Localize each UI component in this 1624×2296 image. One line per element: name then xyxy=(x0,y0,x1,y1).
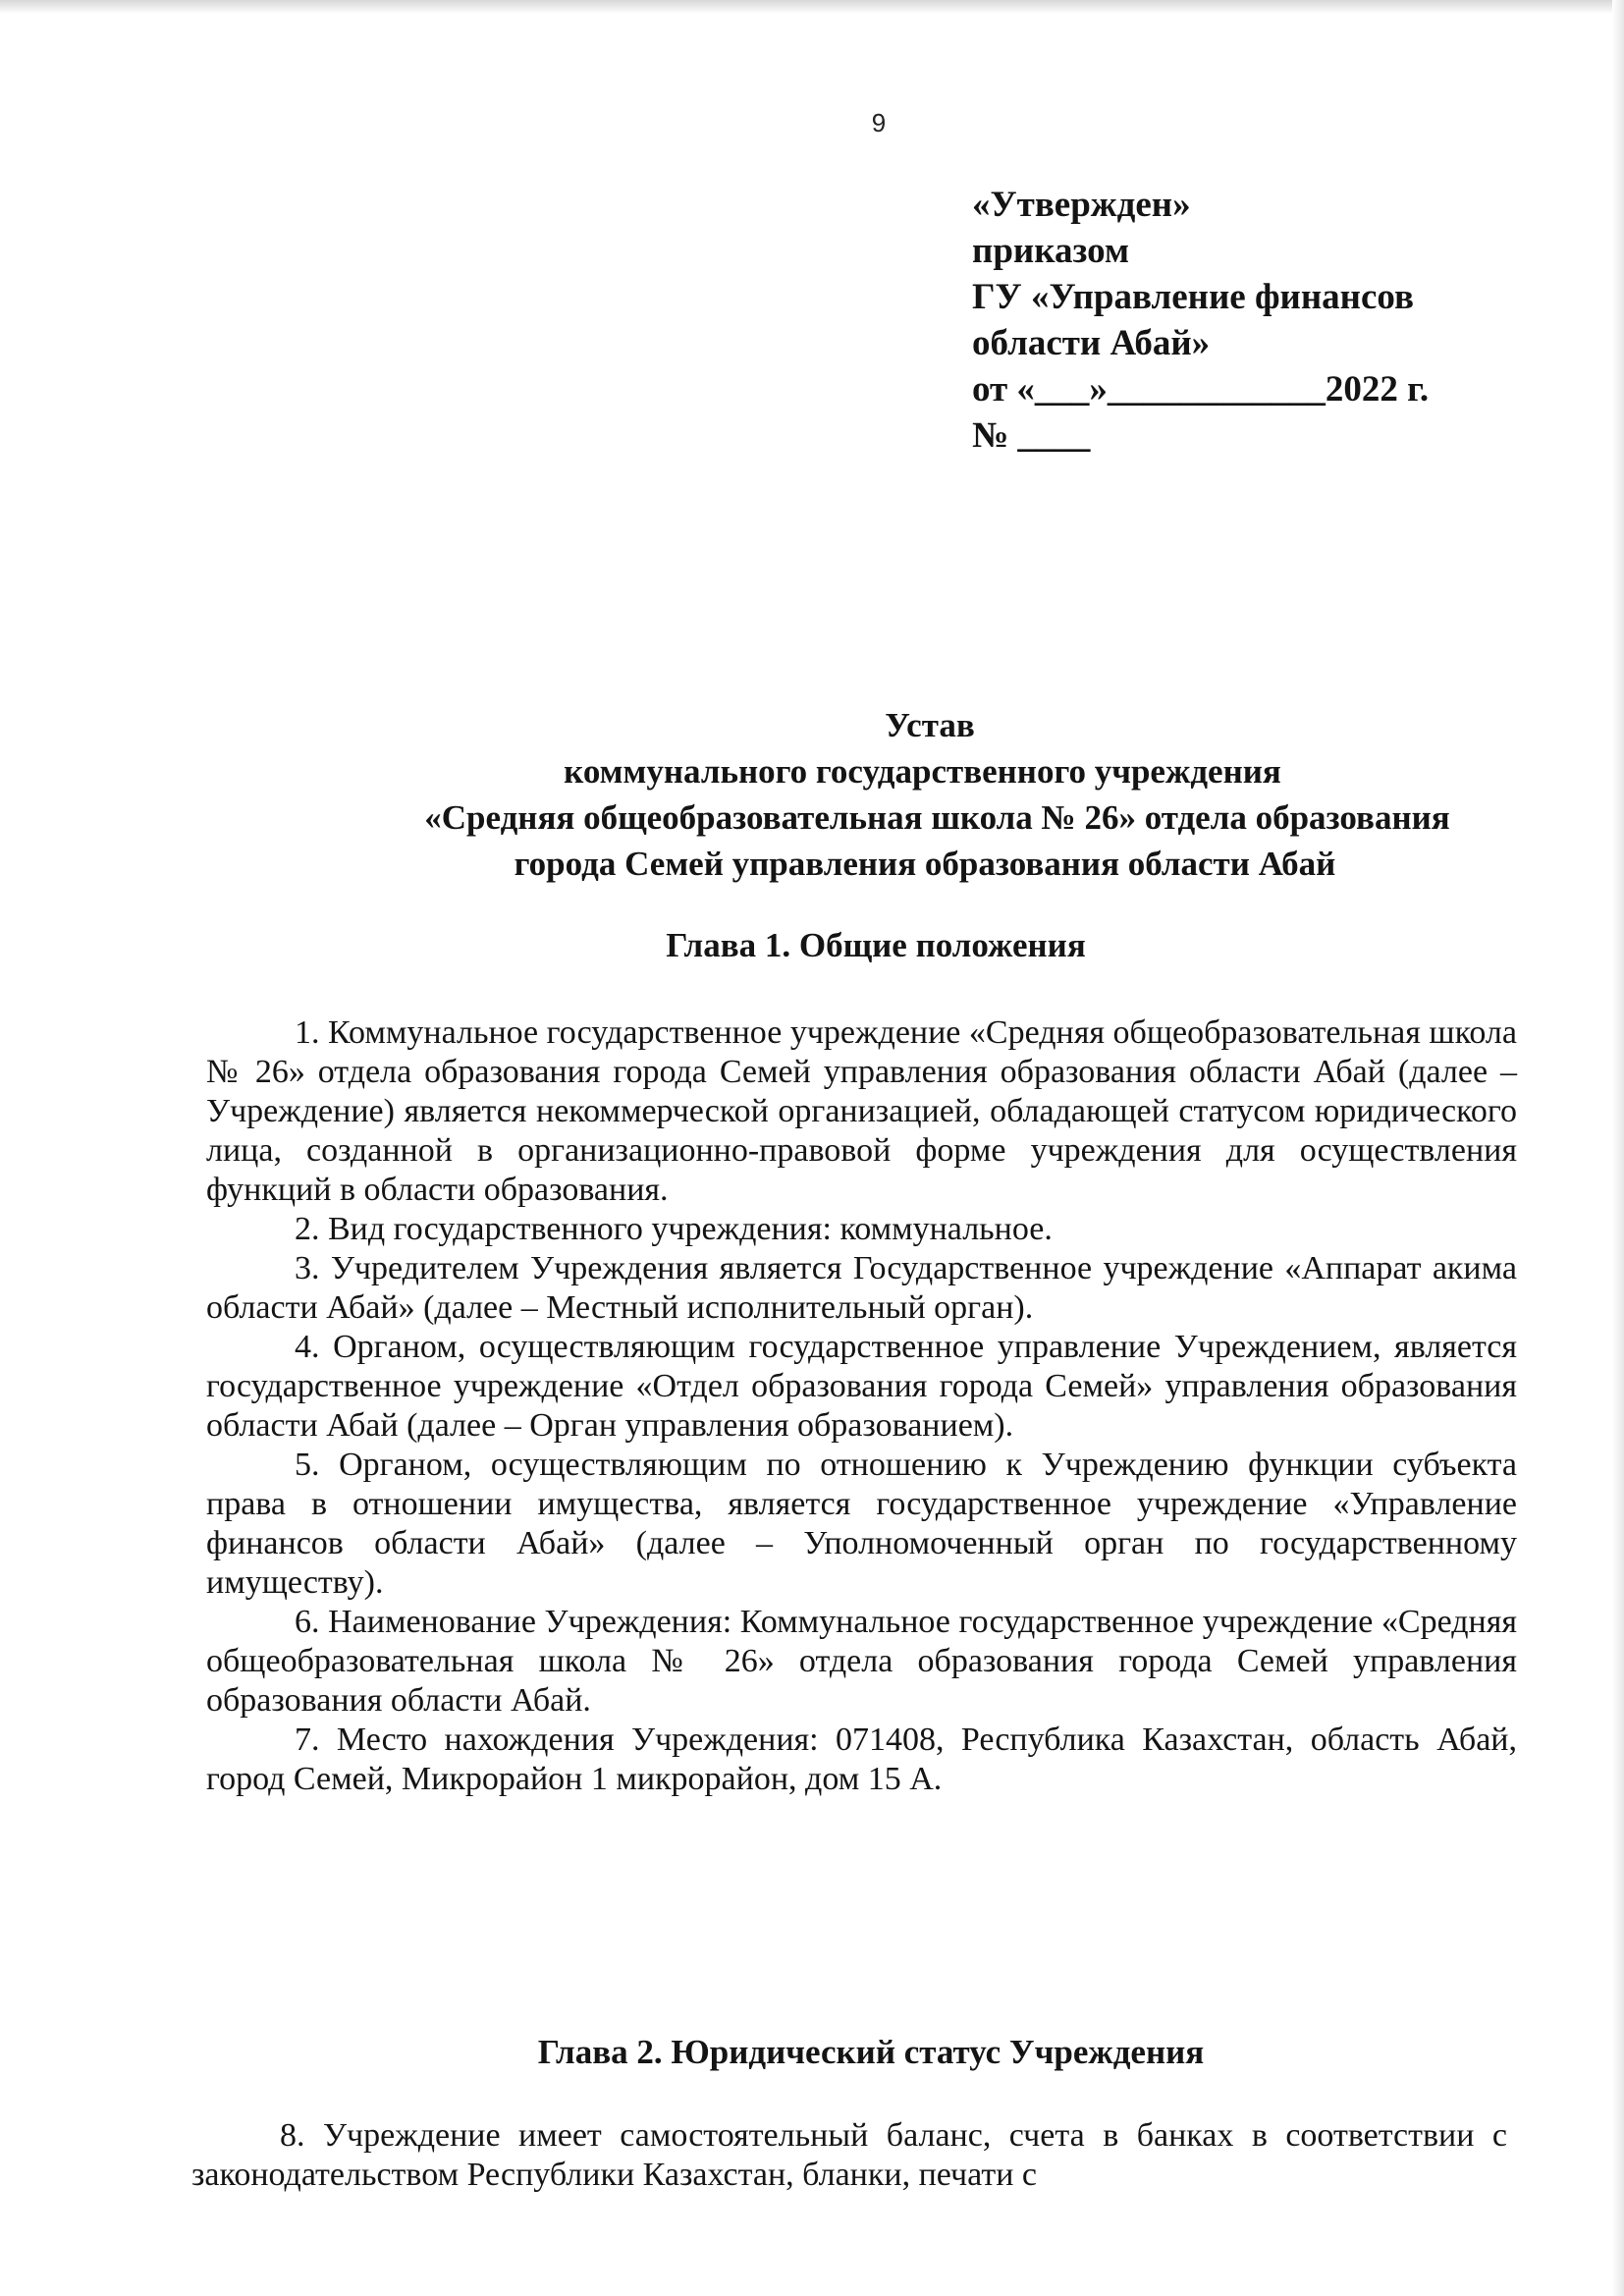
chapter-1-heading: Глава 1. Общие положения xyxy=(666,926,1086,964)
document-title xyxy=(0,702,1624,887)
chapter-1-body xyxy=(206,1013,1517,1799)
title-line: коммунального государственного учреждения xyxy=(564,752,1281,791)
approval-line: приказом xyxy=(972,231,1130,271)
paragraph: 4. Органом, осуществляющим государственное управление Учреждением, является государственное учреждение «Отдел образования города Семей» управления образования области Абай (далее – Орган управления образованием). xyxy=(206,1329,1517,1444)
title-line: Устав xyxy=(885,706,975,744)
approval-block xyxy=(972,182,1429,459)
title-line: города Семей управления образования области Абай xyxy=(514,845,1336,883)
paragraph: 1. Коммунальное государственное учреждение «Средняя общеобразовательная школа № 26» отдела образования города Семей управления образования области Абай (далее – Учреждение) является некоммерческой организацией, обладающей статусом юридического лица, созданной в организационно-правовой форме учреждения для осуществления функций в области образования. xyxy=(206,1014,1517,1208)
scan-edge-right xyxy=(1612,0,1624,2296)
paragraph: 2. Вид государственного учреждения: коммунальное. xyxy=(295,1211,1053,1247)
paragraph: 8. Учреждение имеет самостоятельный баланс, счета в банках в соответствии с законодательством Республики Казахстан, бланки, печати с xyxy=(191,2117,1507,2193)
chapter-2-body xyxy=(191,2116,1507,2195)
chapter-2-heading: Глава 2. Юридический статус Учреждения xyxy=(537,2033,1205,2071)
paragraph: 6. Наименование Учреждения: Коммунальное государственное учреждение «Средняя общеобразовательная школа № 26» отдела образования города Семей управления образования области Абай. xyxy=(206,1604,1517,1719)
paragraph: 5. Органом, осуществляющим по отношению к Учреждению функции субъекта права в отношении имущества, является государственное учреждение «Управление финансов области Абай» (далее – Уполномоченный орган по государственному имуществу). xyxy=(206,1447,1517,1601)
page-number: 9 xyxy=(871,108,887,137)
paragraph: 7. Место нахождения Учреждения: 071408, Республика Казахстан, область Абай, город Семей, Микрорайон 1 микрорайон, дом 15 А. xyxy=(206,1722,1517,1797)
paragraph: 3. Учредителем Учреждения является Государственное учреждение «Аппарат акима области Абай» (далее – Местный исполнительный орган). xyxy=(206,1250,1517,1326)
approval-line: области Абай» xyxy=(972,323,1211,363)
approval-line: «Утвержден» xyxy=(972,185,1191,225)
approval-number-line: № ____ xyxy=(972,415,1091,456)
scan-edge-top xyxy=(0,0,1624,14)
approval-line: ГУ «Управление финансов xyxy=(972,277,1414,317)
approval-date-line: от «___»____________2022 г. xyxy=(972,369,1430,410)
title-line: «Средняя общеобразовательная школа № 26» отдела образования xyxy=(424,798,1450,837)
